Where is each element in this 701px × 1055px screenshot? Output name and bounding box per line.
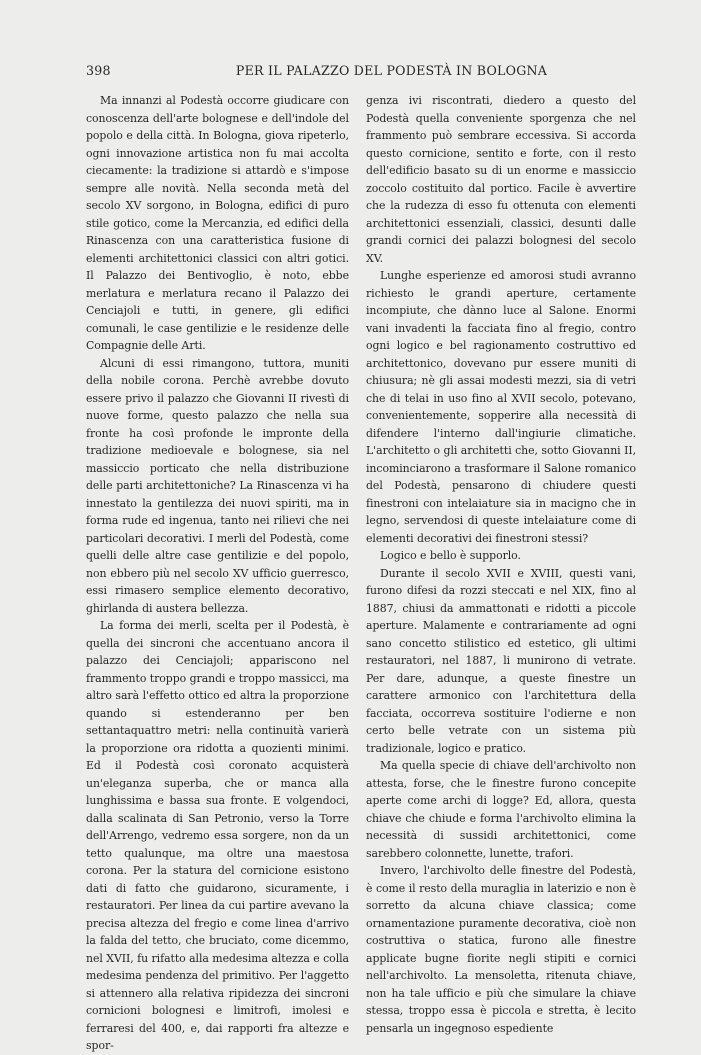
paragraph: Alcuni di essi rimangono, tuttora, muniti della nobile corona. Perchè avrebbe dovuto essere privo il palazzo che Giovanni II rivestì di nuove forme, questo palazzo che nella sua fronte ha così profonde le impronte della tradizione medioevale e bolognese, sia nel massiccio porticato che nella distribuzione delle parti architettoniche? La Rinascenza vi ha innestato la gentilezza dei nuovi spiriti, ma in forma rude ed ingenua, tanto nei rilievi che nei particolari decorativi. I merli del Podestà, come quelli delle altre case gentilizie e del popolo, non ebbero più nel secolo XV ufficio guerresco, essi rimasero semplice elemento decorativo, ghirlanda di austera bellezza. [86, 356, 349, 615]
right-column [366, 92, 636, 1037]
running-head [86, 63, 657, 81]
left-column [86, 92, 349, 1055]
paragraph: Logico e bello è supporlo. [380, 549, 521, 562]
header-title: PER IL PALAZZO DEL PODESTÀ IN BOLOGNA [235, 63, 548, 78]
paragraph: Ma quella specie di chiave dell'archivolto non attesta, forse, che le finestre furono concepite aperte come archi di logge? Ed, allora, questa chiave che chiude e forma l'archivolto elimina la necessità di sussidi architettonici, come sarebbero colonnette, lunette, trafori. [366, 759, 636, 860]
paragraph-continued: genza ivi riscontrati, diedero a questo del Podestà quella conveniente sporgenza che nel frammento può sembrare eccessiva. Si accorda questo cornicione, sentito e forte, con il resto dell'edificio basato su di un enorme e massiccio zoccolo costituito dal portico. Facile è avvertire che la rudezza di esso fu ottenuta con elementi architettonici essenziali, classici, desunti dalle grandi cornici dei palazzi bolognesi del secolo XV. [366, 94, 636, 265]
paragraph: Durante il secolo XVII e XVIII, questi vani, furono difesi da rozzi steccati e nel XIX, fino al 1887, chiusi da ammattonati e ridotti a piccole aperture. Malamente e contrariamente ad ogni sano concetto stilistico ed estetico, gli ultimi restauratori, nel 1887, li munirono di vetrate. Per dare, adunque, a queste finestre un carattere armonico con l'architettura della facciata, occorreva sostituire l'odierne e non certo belle vetrate con un sistema più tradizionale, logico e pratico. [366, 566, 636, 755]
paragraph: Invero, l'archivolto delle finestre del Podestà, è come il resto della muraglia in laterizio e non è sorretto da alcuna chiave classica; come ornamentazione puramente decorativa, cioè non costruttiva o statica, furono alle finestre applicate bugne fiorite negli stipiti e cornici nell'archivolto. La mensoletta, ritenuta chiave, non ha tale ufficio e più che simulare la chiave stessa, troppo essa è piccola e stretta, è lecito pensarla un ingegnoso espediente [366, 864, 636, 1035]
paragraph: La forma dei merli, scelta per il Podestà, è quella dei sincroni che accentuano ancora il palazzo dei Cenciajoli; appariscono nel frammento troppo grandi e troppo massicci, ma altro sarà l'effetto ottico ed altra la proporzione quando si estenderanno per ben settantaquattro metri: nella continuità varierà la proporzione ora ridotta a quozienti minimi. Ed il Podestà così coronato acquisterà un'eleganza superba, che or manca alla lunghissima e bassa sua fronte. E volgendoci, dalla scalinata di San Petronio, verso la Torre dell'Arrengo, vedremo essa sorgere, non da un tetto qualunque, ma oltre una maestosa corona. Per la statura del cornicione esistono dati di fatto che guidarono, sicuramente, i restauratori. Per linea da cui partire avevano la precisa altezza del fregio e come linea d'arrivo la falda del tetto, che bruciato, come dicemmo, nel XVII, fu rifatto alla medesima altezza e colla medesima pendenza del primitivo. Per l'aggetto si attennero alla relativa ripidezza dei sincroni cornicioni bolognesi e limitrofi, imolesi e ferraresi del 400, e, dai rapporti fra altezze e spor- [86, 619, 349, 1052]
paragraph: Ma innanzi al Podestà occorre giudicare con conoscenza dell'arte bolognese e dell'indole del popolo e della città. In Bologna, giova ripeterlo, ogni innovazione artistica non fu mai accolta ciecamente: la tradizione si attardò e s'impose sempre alle novità. Nella seconda metà del secolo XV sorgono, in Bologna, edifici di puro stile gotico, come la Mercanzia, ed edifici della Rinascenza con una caratteristica fusione di elementi architettonici classici con altri gotici. Il Palazzo dei Bentivoglio, è noto, ebbe merlatura e merlatura recano il Palazzo dei Cenciajoli e tutti, in genere, gli edifici comunali, le case gentilizie e le residenze delle Compagnie delle Arti. [86, 94, 349, 352]
page-number: 398 [86, 63, 111, 78]
paragraph: Lunghe esperienze ed amorosi studi avranno richiesto le grandi aperture, certamente incompiute, che dànno luce al Salone. Enormi vani invadenti la facciata fino al fregio, contro ogni logico e bel ragionamento costruttivo ed architettonico, dovevano pur essere muniti di chiusura; nè gli assai modesti mezzi, sia di vetri che di telai in uso fino al XVII secolo, potevano, convenientemente, sopperire alla necessità di difendere l'interno dall'ingiurie climatiche. L'architetto o gli architetti che, sotto Giovanni II, incominciarono a trasformare il Salone romanico del Podestà, pensarono di chiudere questi finestroni con intelaiature sia in macigno che in legno, servendosi di queste intelaiature come di elementi decorativi dei finestroni stessi? [366, 269, 636, 545]
